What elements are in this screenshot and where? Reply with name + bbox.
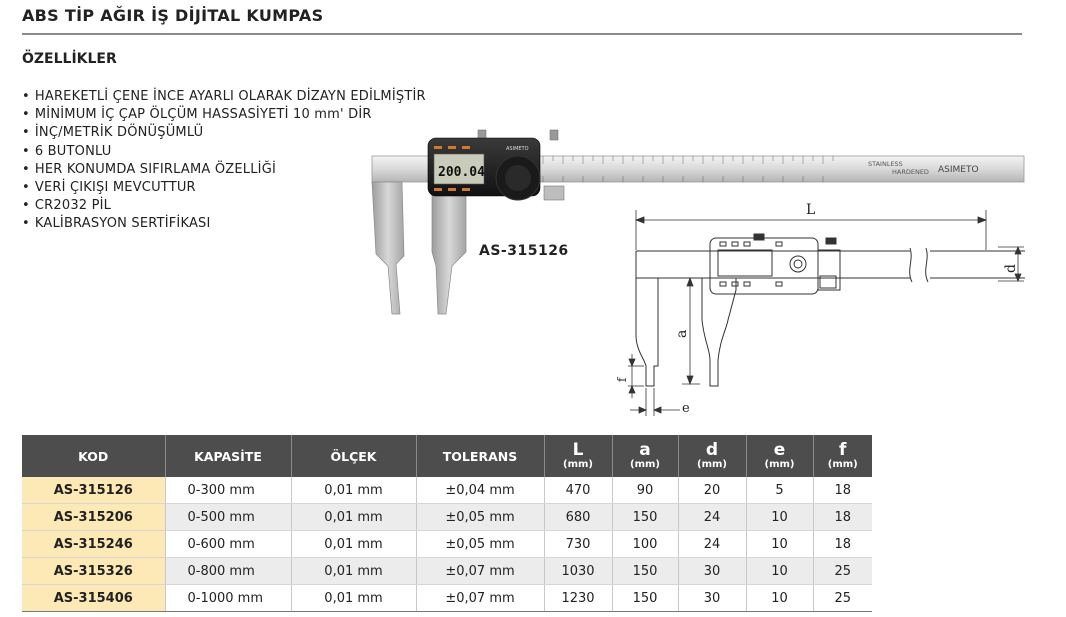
cell-e: 10 [746, 558, 813, 585]
cell-e: 10 [746, 504, 813, 531]
col-header-kapasite: KAPASİTE [165, 435, 291, 477]
cell-kapasite: 0-300 mm [165, 477, 291, 504]
dim-label-L: L [806, 202, 816, 218]
col-header-unit: (mm) [563, 459, 593, 470]
col-header-unit: (mm) [827, 459, 858, 470]
col-header-f [813, 435, 872, 477]
table-row [22, 531, 872, 558]
cell-tolerans: ±0,07 mm [416, 585, 544, 612]
cell-d: 30 [678, 585, 746, 612]
cell-kod: AS-315126 [22, 477, 165, 504]
dimension-diagram [600, 190, 1030, 425]
table-row [22, 558, 872, 585]
dim-label-a: a [674, 329, 690, 338]
cell-a: 100 [612, 531, 678, 558]
features-heading: ÖZELLİKLER [22, 51, 117, 67]
cell-a: 150 [612, 504, 678, 531]
cell-d: 20 [678, 477, 746, 504]
dim-label-d: d [1003, 264, 1019, 273]
cell-kod: AS-315206 [22, 504, 165, 531]
col-header-e-letter: e [773, 440, 786, 460]
cell-d: 24 [678, 531, 746, 558]
dim-label-f: f [615, 377, 629, 382]
cell-olcek: 0,01 mm [291, 504, 416, 531]
page-title: ABS TİP AĞIR İŞ DİJİTAL KUMPAS [22, 6, 324, 25]
col-header-e [746, 435, 813, 477]
cell-d: 30 [678, 558, 746, 585]
col-header-unit: (mm) [764, 459, 795, 470]
col-header-tolerans: TOLERANS [416, 435, 544, 477]
cell-e: 10 [746, 531, 813, 558]
cell-kapasite: 0-600 mm [165, 531, 291, 558]
cell-L: 1230 [544, 585, 612, 612]
scale-text-stainless: STAINLESS [868, 160, 903, 168]
cell-L: 470 [544, 477, 612, 504]
feature-item: • MİNİMUM İÇ ÇAP ÖLÇÜM HASSASİYETİ 10 mm' DİR [22, 106, 426, 124]
cell-L: 680 [544, 504, 612, 531]
cell-olcek: 0,01 mm [291, 531, 416, 558]
cell-tolerans: ±0,05 mm [416, 504, 544, 531]
cell-a: 90 [612, 477, 678, 504]
title-divider [22, 33, 1022, 35]
table-row [22, 477, 872, 504]
col-header-a [612, 435, 678, 477]
cell-tolerans: ±0,05 mm [416, 531, 544, 558]
col-header-L [544, 435, 612, 477]
col-header-L-letter: L [572, 440, 584, 460]
cell-tolerans: ±0,07 mm [416, 558, 544, 585]
cell-f: 25 [813, 585, 872, 612]
cell-a: 150 [612, 585, 678, 612]
cell-f: 18 [813, 477, 872, 504]
col-header-a-letter: a [639, 440, 651, 460]
cell-olcek: 0,01 mm [291, 558, 416, 585]
cell-kapasite: 0-800 mm [165, 558, 291, 585]
lcd-readout: 200.04 [438, 165, 485, 180]
cell-d: 24 [678, 504, 746, 531]
feature-item: • VERİ ÇIKIŞI MEVCUTTUR [22, 179, 426, 197]
spec-table [22, 435, 872, 612]
features-list [22, 88, 426, 234]
feature-item: • KALİBRASYON SERTİFİKASI [22, 215, 426, 233]
cell-olcek: 0,01 mm [291, 477, 416, 504]
cell-L: 1030 [544, 558, 612, 585]
col-header-unit: (mm) [697, 459, 727, 470]
col-header-kod: KOD [22, 435, 165, 477]
table-row [22, 585, 872, 612]
table-header-row [22, 435, 872, 477]
dim-label-e: e [682, 401, 690, 416]
scale-text-hardened: HARDENED [892, 168, 929, 176]
cell-e: 10 [746, 585, 813, 612]
cell-f: 18 [813, 504, 872, 531]
col-header-d-letter: d [705, 440, 719, 460]
cell-tolerans: ±0,04 mm [416, 477, 544, 504]
col-header-unit: (mm) [630, 459, 660, 470]
cell-kod: AS-315246 [22, 531, 165, 558]
feature-item: • 6 BUTONLU [22, 143, 426, 161]
feature-item: • HER KONUMDA SIFIRLAMA ÖZELLİĞİ [22, 161, 426, 179]
cell-a: 150 [612, 558, 678, 585]
col-header-f-letter: f [839, 440, 847, 460]
cell-L: 730 [544, 531, 612, 558]
cell-kod: AS-315326 [22, 558, 165, 585]
feature-item: • CR2032 PİL [22, 197, 426, 215]
scale-brand: ASIMETO [938, 165, 979, 175]
cell-kapasite: 0-500 mm [165, 504, 291, 531]
feature-item: • İNÇ/METRİK DÖNÜŞÜMLÜ [22, 124, 426, 142]
cell-f: 18 [813, 531, 872, 558]
feature-item: • HAREKETLİ ÇENE İNCE AYARLI OLARAK DİZAYN EDİLMİŞTİR [22, 88, 426, 106]
model-label: AS-315126 [479, 243, 569, 259]
body-brand: ASIMETO [506, 146, 529, 152]
col-header-olcek: ÖLÇEK [291, 435, 416, 477]
table-row [22, 504, 872, 531]
col-header-d [678, 435, 746, 477]
cell-e: 5 [746, 477, 813, 504]
cell-f: 25 [813, 558, 872, 585]
cell-olcek: 0,01 mm [291, 585, 416, 612]
cell-kapasite: 0-1000 mm [165, 585, 291, 612]
cell-kod: AS-315406 [22, 585, 165, 612]
